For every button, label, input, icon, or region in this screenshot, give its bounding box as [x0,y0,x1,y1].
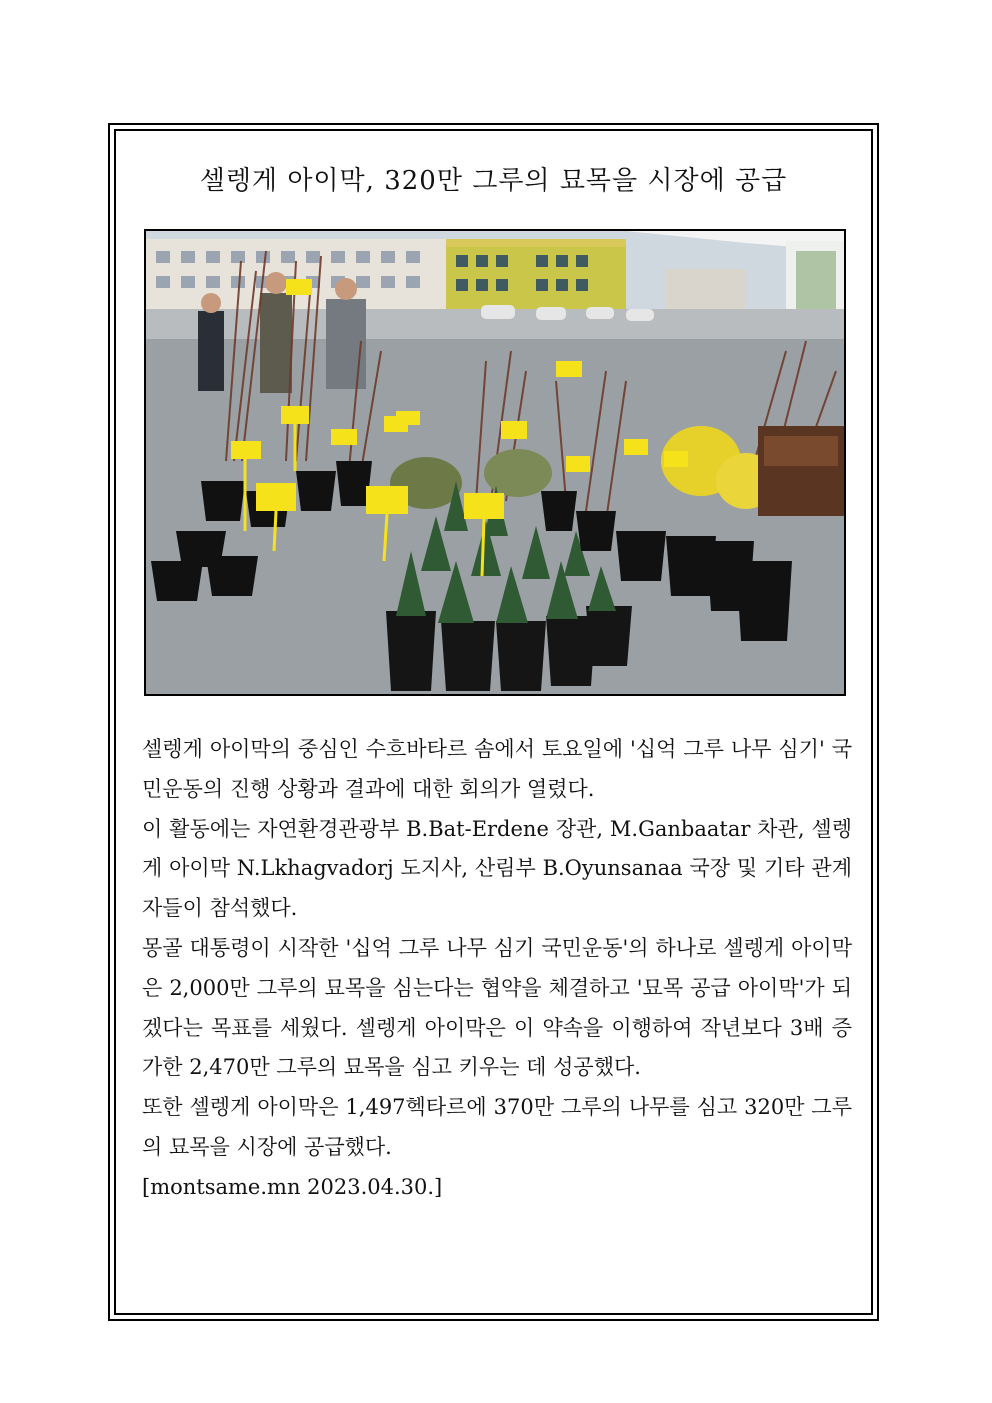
paragraph-4: 또한 셀렝게 아이막은 1,497헥타르에 370만 그루의 나무를 심고 320만 그루의 묘목을 시장에 공급했다. [142,1095,852,1159]
article-photo [144,229,846,696]
article-body [142,730,852,1208]
paragraph-1: 셀렝게 아이막의 중심인 수흐바타르 솜에서 토요일에 '십억 그루 나무 심기' 국민운동의 진행 상황과 결과에 대한 회의가 열렸다. [142,737,852,801]
paragraph-3: 몽골 대통령이 시작한 '십억 그루 나무 심기 국민운동'의 하나로 셀렝게 아이막은 2,000만 그루의 묘목을 심는다는 협약을 체결하고 '묘목 공급 아이막'가 되겠다는 목표를 세웠다. 셀렝게 아이막은 이 약속을 이행하여 작년보다 3배 증가한 2,470만 그루의 묘목을 심고 키우는 데 성공했다. [142,935,852,1080]
paragraph-2: 이 활동에는 자연환경관광부 B.Bat-Erdene 장관, M.Ganbaatar 차관, 셀렝게 아이막 N.Lkhagvadorj 도지사, 산림부 B.Oyunsanaa 국장 및 기타 관계자들이 참석했다. [142,816,852,921]
source-citation: [montsame.mn 2023.04.30.] [142,1174,443,1199]
article-title: 셀렝게 아이막, 320만 그루의 묘목을 시장에 공급 [199,166,788,196]
